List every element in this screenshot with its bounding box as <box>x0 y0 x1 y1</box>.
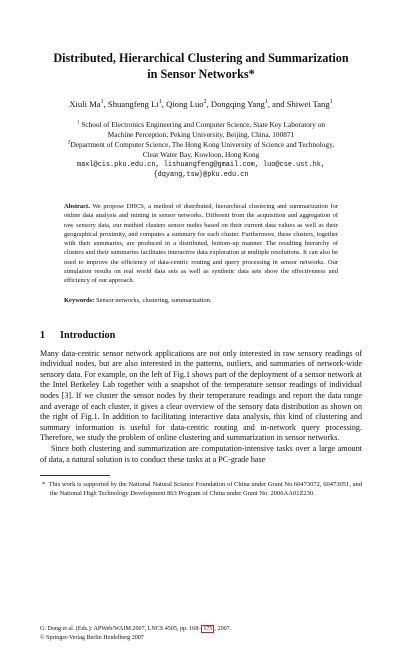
abstract-text: We propose DHCS, a method of distributed, hierarchical clustering and summarization for online data analysis and mining in sensor networks. Different from the acquisition and aggregation of raw sensory data, our method clusters sensor nodes based on their current data values as well as their geographical proximity, and computes a summary for each cluster. Furthermore, these clusters, together with their summaries, are produced in a distributed, bottom-up manner. The resulting hierarchy of clusters and their summaries facilitates interactive data exploration at multiple resolutions. It can also be used to improve the efficiency of data-centric routing and query processing in sensor networks. Our simulation results on real world data sets as well as synthetic data sets show the effectiveness and efficiency of our approach. <box>64 203 338 285</box>
section-number: 1 <box>40 329 46 341</box>
author-affil-sup: 1 <box>329 99 333 106</box>
footnote-divider <box>40 475 110 476</box>
author-list <box>40 99 362 110</box>
author-separator: , <box>161 99 167 109</box>
author-name: Shiwei Tang <box>286 99 330 109</box>
affiliation-line: Clear Water Bay, Kowloon, Hong Kong <box>142 150 260 159</box>
section-body <box>40 349 362 466</box>
keywords <box>64 296 338 305</box>
abstract <box>64 202 338 286</box>
paragraph: Many data-centric sensor network applications are not only interested in raw sensory readings of individual nodes, but are also interested in the patterns, outliers, and summaries of network-wide sensory data. For example, on the left of Fig.1 shows part of the deployment of a sensor network at the Intel Berkeley Lab together with a snapshot of the temperature sensor readings of individual nodes [3]. If we cluster the sensor nodes by their temperature readings and report the data range and average of each cluster, it gives a clear overview of the sensory data distribution as shown on the right of Fig.1. In addition to facilitating interactive data analysis, this kind of clustering and summary information is useful for data-centric routing and in-network query processing. Therefore, we study the problem of online clustering and summarization in sensor networks. <box>40 348 362 443</box>
author-affil-sup: 1 <box>158 99 162 106</box>
author-name: Xiuli Ma <box>69 99 101 109</box>
author-affil-sup: 2 <box>203 99 207 106</box>
email-line: {dqyang,tsw}@pku.edu.cn <box>153 171 249 179</box>
citation-line <box>40 625 362 634</box>
affiliation-line: Department of Computer Science, The Hong Kong University of Science and Technology, <box>70 140 335 149</box>
copyright-line: © Springer-Verlag Berlin Heidelberg 2007 <box>40 634 144 641</box>
publication-footer <box>40 625 362 643</box>
affiliations <box>40 120 362 160</box>
paper-title <box>40 50 362 82</box>
footnote-text: This work is supported by the National Natural Science Foundation of China under Grant No.60473072, 60473051, and the National High Technology Development 863 Program of China under Grant No. 2006AA01Z230. <box>48 481 363 498</box>
title-line-2: in Sensor Networks* <box>147 67 255 81</box>
affiliation-sup: 1 <box>76 119 80 126</box>
footnote-mark: * <box>42 481 46 489</box>
affiliation-2 <box>40 140 362 160</box>
abstract-label: Abstract. <box>64 203 90 210</box>
footnote <box>40 480 362 498</box>
affiliation-line: Machine Perception, Peking University, Beijing, China, 100871 <box>107 130 295 139</box>
keywords-text: Sensor networks, clustering, summarization. <box>95 296 212 304</box>
author-name: Dongqing Yang <box>210 99 265 109</box>
author-name: Qiong Luo <box>166 99 204 109</box>
citation-year: , 2007. <box>214 626 232 632</box>
citation-text: G. Dong et al. (Eds.): APWeb/WAIM 2007, LNCS 4505, pp. 168– <box>40 626 202 632</box>
paragraph: Since both clustering and summarization are computation-intensive tasks over a large amount of data, a natural solution is to conduct these tasks at a PC-grade base <box>40 444 362 464</box>
author-emails <box>40 160 362 180</box>
keywords-label: Keywords: <box>64 296 95 304</box>
affiliation-1 <box>40 120 362 140</box>
section-title: Introduction <box>60 329 116 341</box>
paper-page <box>0 50 400 664</box>
author-affil-sup: 1 <box>264 99 268 106</box>
email-line: maxl@cis.pku.edu.cn, lishuangfeng@gmail.com, luo@cse.ust.hk, <box>76 161 326 169</box>
page-range-link[interactable]: 175 <box>203 626 213 632</box>
section-heading <box>40 329 362 343</box>
affiliation-line: School of Electronics Engineering and Computer Science, State Key Laboratory on <box>81 120 326 129</box>
title-line-1: Distributed, Hierarchical Clustering and Summarization <box>53 51 349 65</box>
author-name: Shuangfeng Li <box>107 99 159 109</box>
author-separator: , <box>103 99 108 109</box>
author-affil-sup: 1 <box>100 99 104 106</box>
author-and: , and <box>267 99 287 109</box>
author-separator: , <box>206 99 211 109</box>
affiliation-sup: 2 <box>67 139 71 146</box>
